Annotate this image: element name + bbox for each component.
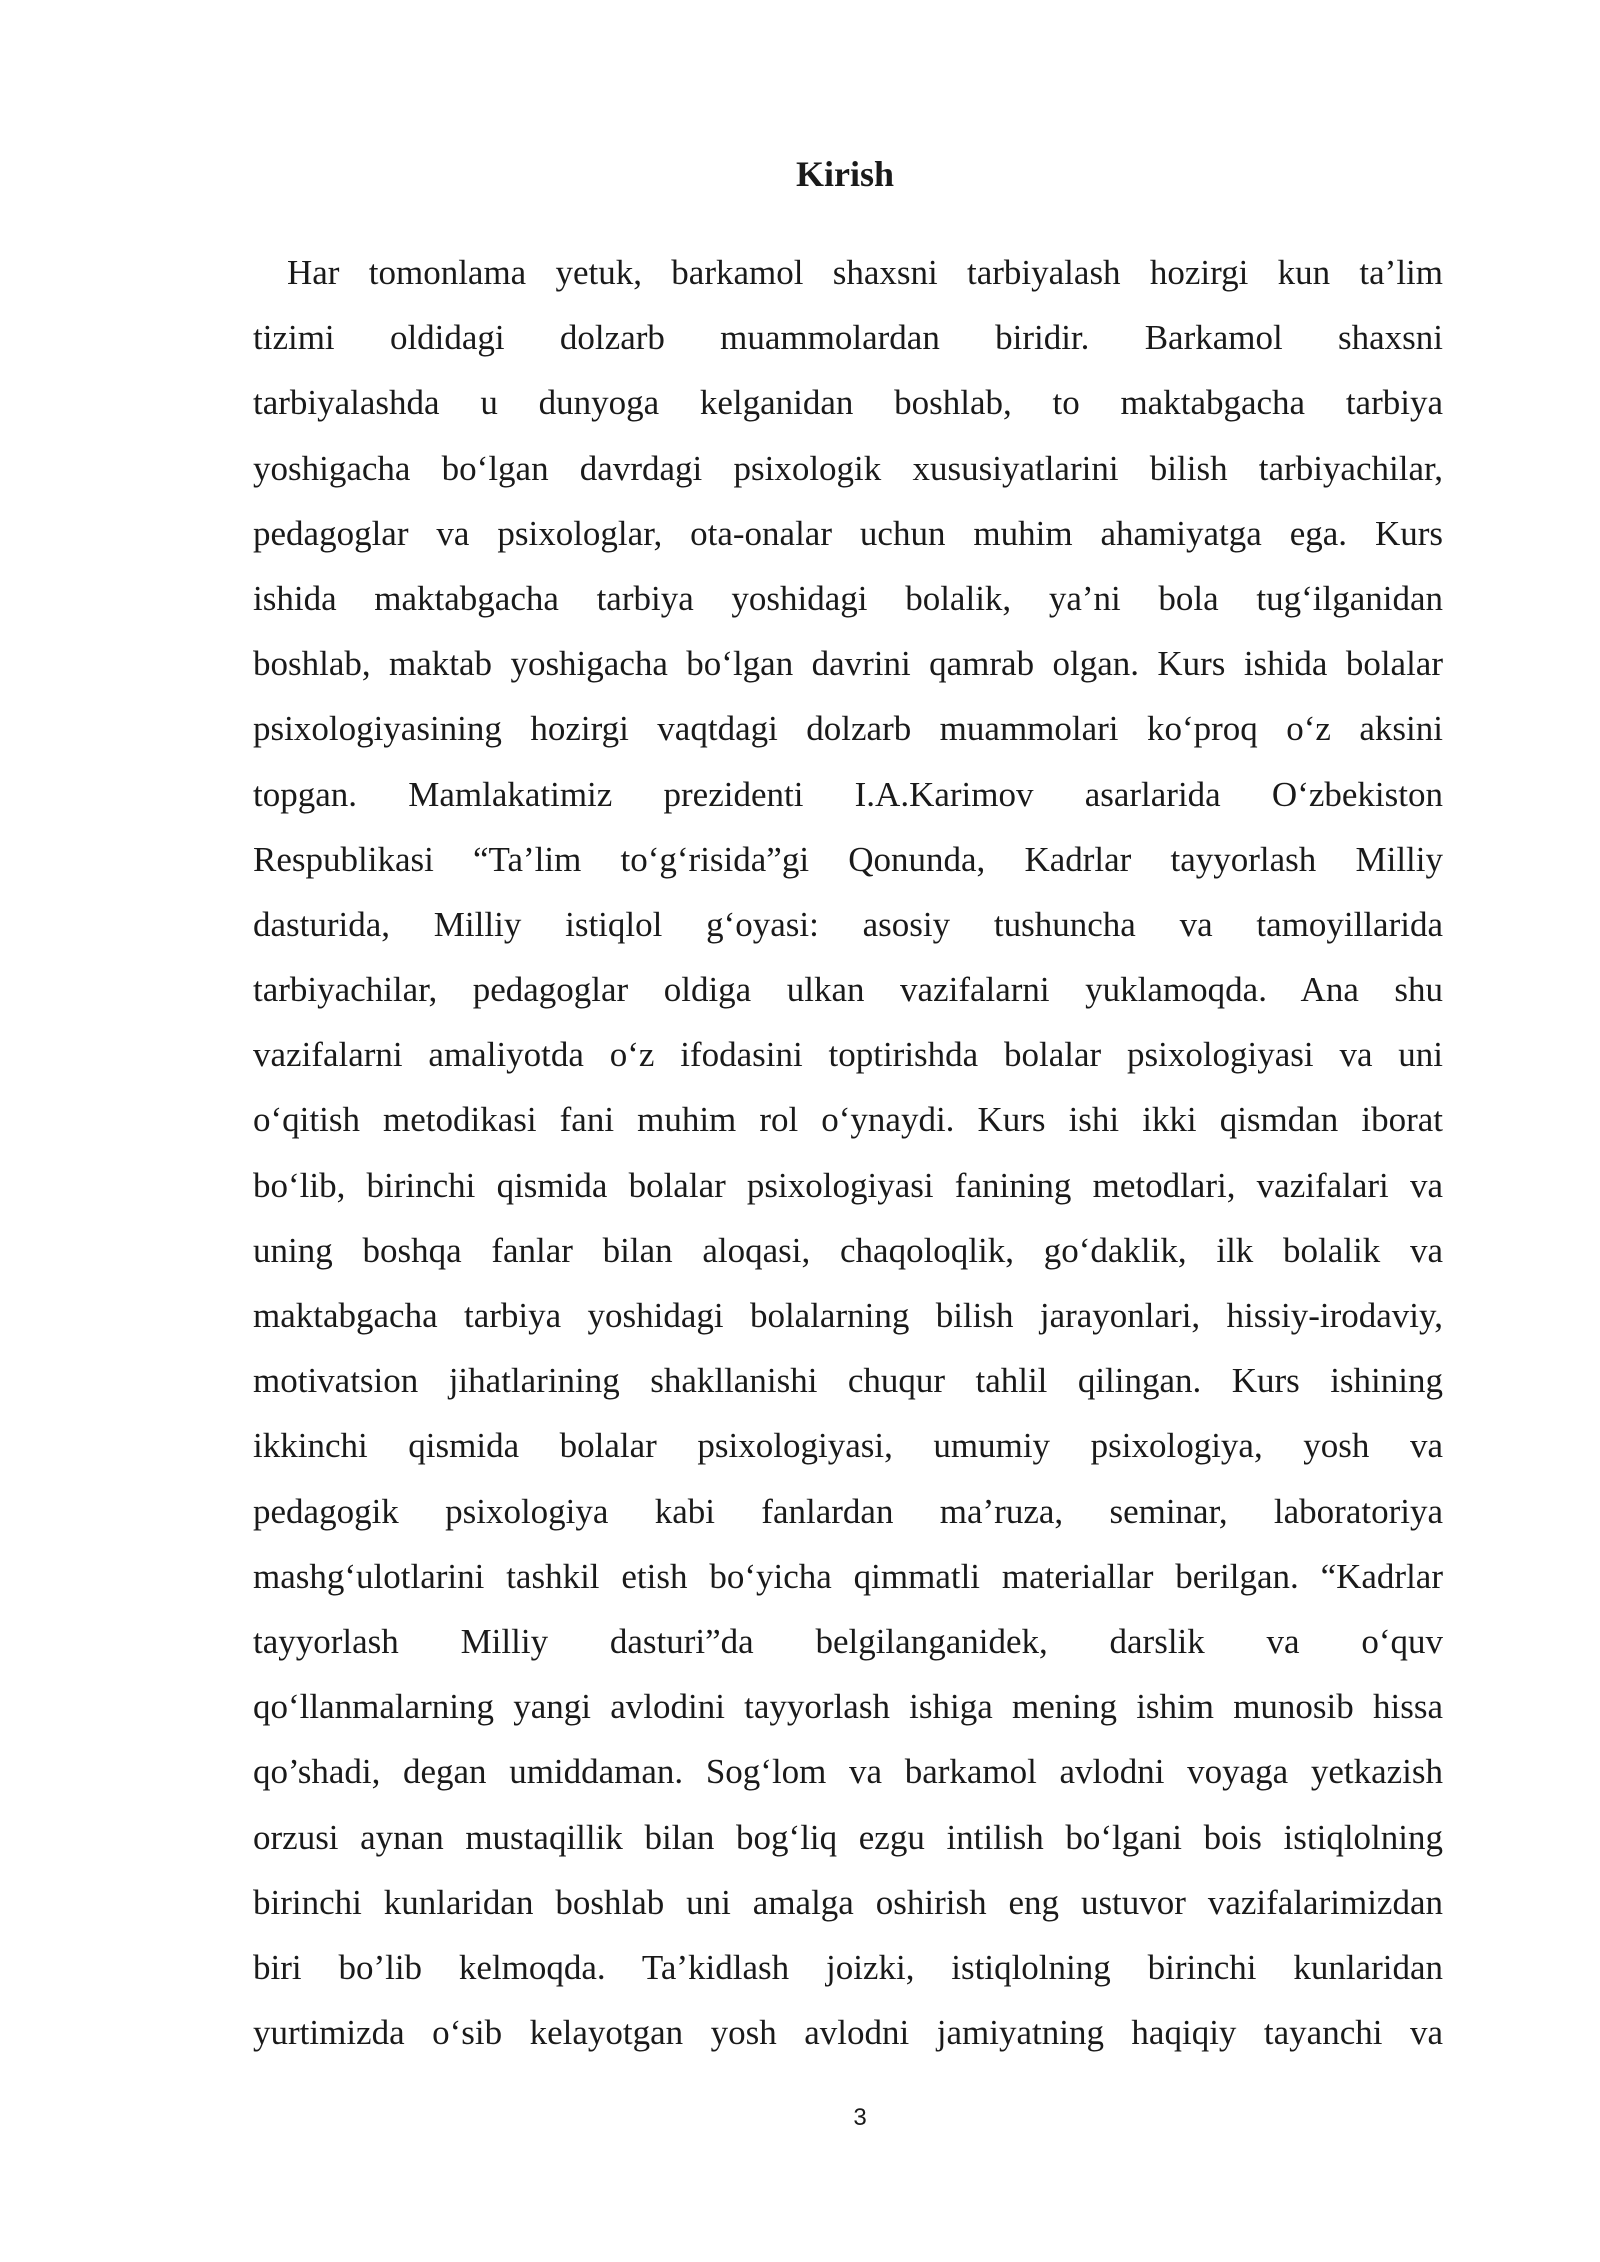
text-line: Respublikasi “Ta’lim to‘g‘risida”gi Qonunda, Kadrlar tayyorlash Milliy: [253, 839, 1443, 879]
text-line: Har tomonlama yetuk, barkamol shaxsni tarbiyalash hozirgi kun ta’lim: [287, 253, 1443, 292]
text-line: maktabgacha tarbiya yoshidagi bolalarning bilish jarayonlari, hissiy-irodaviy,: [253, 1296, 1443, 1335]
text-line: qo’shadi, degan umiddaman. Sog‘lom va barkamol avlodni voyaga yetkazish: [253, 1752, 1443, 1792]
text-line: topgan. Mamlakatimiz prezidenti I.A.Karimov asarlarida O‘zbekiston: [253, 774, 1443, 814]
text-line: yoshigacha bo‘lgan davrdagi psixologik xususiyatlarini bilish tarbiyachilar,: [253, 448, 1443, 488]
page-number: 3: [853, 2104, 867, 2131]
text-line: birinchi kunlaridan boshlab uni amalga oshirish eng ustuvor vazifalarimizdan: [253, 1882, 1443, 1922]
text-line: pedagogik psixologiya kabi fanlardan ma’ruza, seminar, laboratoriya: [253, 1491, 1443, 1531]
text-line: tizimi oldidagi dolzarb muammolardan biridir. Barkamol shaxsni: [253, 318, 1443, 358]
text-line: dasturida, Milliy istiqlol g‘oyasi: asosiy tushuncha va tamoyillarida: [253, 904, 1443, 944]
text-line: ikkinchi qismida bolalar psixologiyasi, umumiy psixologiya, yosh va: [253, 1426, 1443, 1466]
text-line: o‘qitish metodikasi fani muhim rol o‘ynaydi. Kurs ishi ikki qismdan iborat: [253, 1100, 1443, 1140]
text-line: biri bo’lib kelmoqda. Ta’kidlash joizki, istiqlolning birinchi kunlaridan: [253, 1947, 1443, 1987]
text-line: yurtimizda o‘sib kelayotgan yosh avlodni jamiyatning haqiqiy tayanchi va: [253, 2013, 1443, 2053]
text-line: mashg‘ulotlarini tashkil etish bo‘yicha qimmatli materiallar berilgan. “Kadrlar: [253, 1556, 1443, 1596]
page-title: Kirish: [795, 154, 894, 194]
text-line: boshlab, maktab yoshigacha bo‘lgan davrini qamrab olgan. Kurs ishida bolalar: [253, 644, 1443, 684]
text-line: bo‘lib, birinchi qismida bolalar psixologiyasi fanining metodlari, vazifalari va: [253, 1165, 1443, 1205]
text-line: pedagoglar va psixologlar, ota-onalar uchun muhim ahamiyatga ega. Kurs: [253, 513, 1443, 553]
text-line: uning boshqa fanlar bilan aloqasi, chaqoloqlik, go‘daklik, ilk bolalik va: [253, 1230, 1443, 1270]
text-line: tarbiyachilar, pedagoglar oldiga ulkan vazifalarni yuklamoqda. Ana shu: [253, 970, 1443, 1010]
text-line: psixologiyasining hozirgi vaqtdagi dolzarb muammolari ko‘proq o‘z aksini: [253, 709, 1443, 749]
text-line: tarbiyalashda u dunyoga kelganidan boshlab, to maktabgacha tarbiya: [253, 383, 1443, 423]
text-line: tayyorlash Milliy dasturi”da belgilanganidek, darslik va o‘quv: [253, 1621, 1443, 1661]
text-line: orzusi aynan mustaqillik bilan bog‘liq ezgu intilish bo‘lgani bois istiqlolning: [253, 1817, 1443, 1857]
text-line: vazifalarni amaliyotda o‘z ifodasini toptirishda bolalar psixologiyasi va uni: [253, 1035, 1443, 1075]
text-line: ishida maktabgacha tarbiya yoshidagi bolalik, ya’ni bola tug‘ilganidan: [253, 578, 1443, 618]
body-paragraph: [253, 240, 1443, 2065]
text-line: motivatsion jihatlarining shakllanishi chuqur tahlil qilingan. Kurs ishining: [253, 1361, 1443, 1401]
text-line: qo‘llanmalarning yangi avlodini tayyorlash ishiga mening ishim munosib hissa: [253, 1687, 1443, 1727]
